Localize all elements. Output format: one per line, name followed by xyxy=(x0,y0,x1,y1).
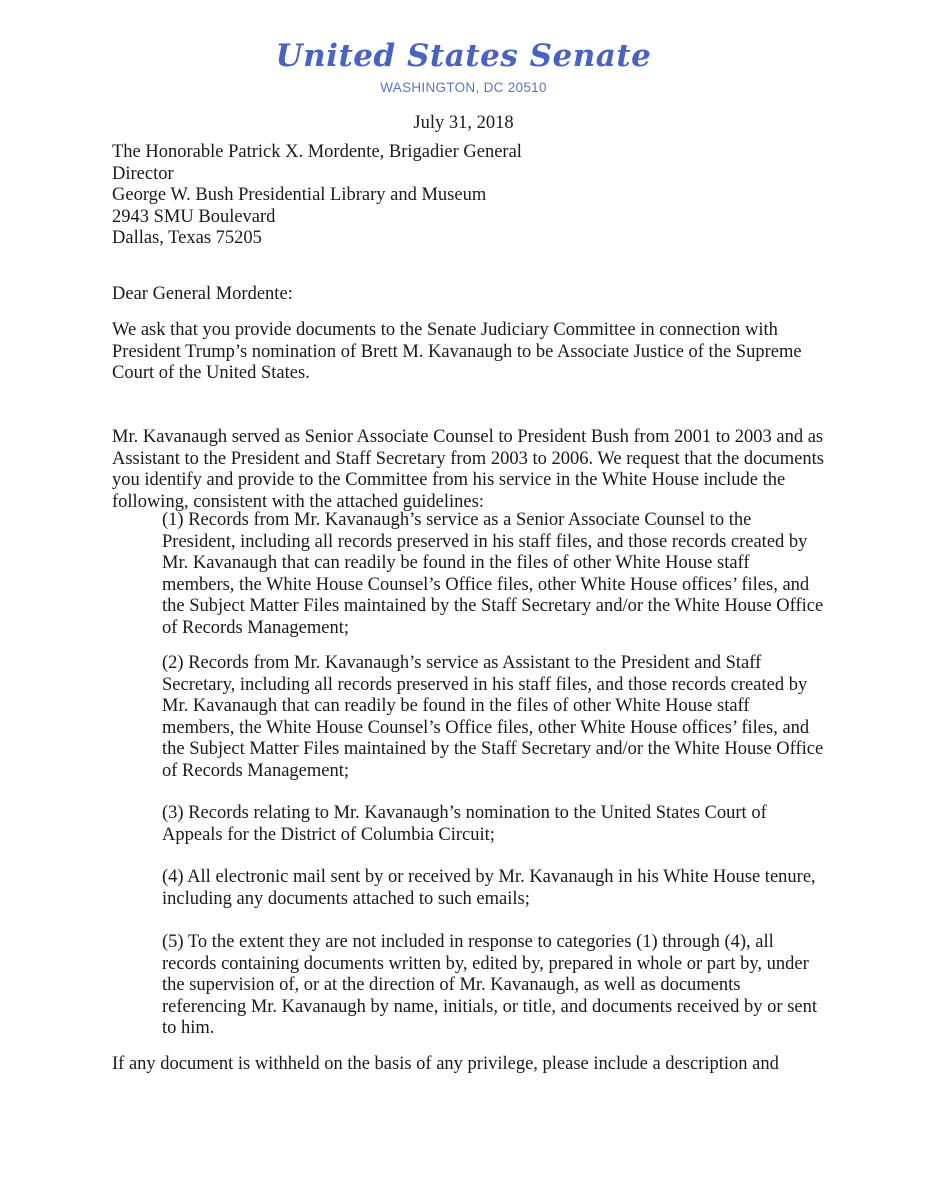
text-line: (4) All electronic mail sent by or received by Mr. Kavanaugh in his White House tenure, xyxy=(162,867,816,887)
letterhead-location: WASHINGTON, DC 20510 xyxy=(380,80,547,95)
text-line: 2943 SMU Boulevard xyxy=(112,206,276,227)
list-item-5 xyxy=(162,932,817,1040)
text-line: George W. Bush Presidential Library and Museum xyxy=(112,185,487,206)
letter-date: July 31, 2018 xyxy=(413,113,514,133)
text-line: to him. xyxy=(162,1018,215,1039)
text-line: Mr. Kavanaugh that can readily be found in the files of other White House staff xyxy=(162,553,750,574)
paragraph-request xyxy=(112,320,802,385)
text-line: The Honorable Patrick X. Mordente, Brigadier General xyxy=(112,142,522,162)
text-line: We ask that you provide documents to the Senate Judiciary Committee in connection with xyxy=(112,320,778,340)
text-line: members, the White House Counsel’s Office files, other White House offices’ files, and xyxy=(162,574,810,595)
list-item-2 xyxy=(162,653,823,783)
text-line: Mr. Kavanaugh served as Senior Associate Counsel to President Bush from 2001 to 2003 and as xyxy=(112,427,824,447)
text-line: (2) Records from Mr. Kavanaugh’s service as Assistant to the President and Staff xyxy=(162,653,762,673)
text-line: the Subject Matter Files maintained by the Staff Secretary and/or the White House Office xyxy=(162,596,824,617)
text-line: Appeals for the District of Columbia Circuit; xyxy=(162,824,495,845)
text-line: Mr. Kavanaugh that can readily be found in the files of other White House staff xyxy=(162,696,750,717)
text-line: Assistant to the President and Staff Secretary from 2003 to 2006. We request that the documents xyxy=(112,448,824,469)
list-item-1 xyxy=(162,510,823,640)
text-line: Secretary, including all records preserved in his staff files, and those records created by xyxy=(162,674,808,695)
text-line: President Trump’s nomination of Brett M. Kavanaugh to be Associate Justice of the Supreme xyxy=(112,341,802,362)
text-line: including any documents attached to such emails; xyxy=(162,888,530,909)
salutation: Dear General Mordente: xyxy=(112,284,293,304)
text-line: you identify and provide to the Committee from his service in the White House include the xyxy=(112,470,786,491)
recipient-address xyxy=(112,142,522,250)
text-line: of Records Management; xyxy=(162,617,349,638)
text-line: (5) To the extent they are not included in response to categories (1) through (4), all xyxy=(162,932,774,952)
text-line: Court of the United States. xyxy=(112,363,310,384)
text-line: President, including all records preserved in his staff files, and those records created by xyxy=(162,531,808,552)
text-line: If any document is withheld on the basis of any privilege, please include a description and xyxy=(112,1054,779,1074)
text-line: (3) Records relating to Mr. Kavanaugh’s nomination to the United States Court of xyxy=(162,803,767,823)
text-line: (1) Records from Mr. Kavanaugh’s service as a Senior Associate Counsel to the xyxy=(162,510,752,530)
list-item-3 xyxy=(162,803,767,846)
text-line: referencing Mr. Kavanaugh by name, initials, or title, and documents received by or sent xyxy=(162,996,817,1017)
list-item-4 xyxy=(162,867,816,910)
paragraph-privilege xyxy=(112,1054,779,1076)
text-line: the Subject Matter Files maintained by the Staff Secretary and/or the White House Office xyxy=(162,739,824,760)
text-line: of Records Management; xyxy=(162,760,349,781)
text-line: the supervision of, or at the direction of Mr. Kavanaugh, as well as documents xyxy=(162,975,741,996)
letterhead-title: United States Senate xyxy=(275,38,652,74)
text-line: members, the White House Counsel’s Office files, other White House offices’ files, and xyxy=(162,717,810,738)
text-line: records containing documents written by, edited by, prepared in whole or part by, under xyxy=(162,953,809,974)
text-line: Dallas, Texas 75205 xyxy=(112,228,262,249)
text-line: following, consistent with the attached guidelines: xyxy=(112,491,484,512)
paragraph-service xyxy=(112,427,824,513)
text-line: Director xyxy=(112,163,174,184)
